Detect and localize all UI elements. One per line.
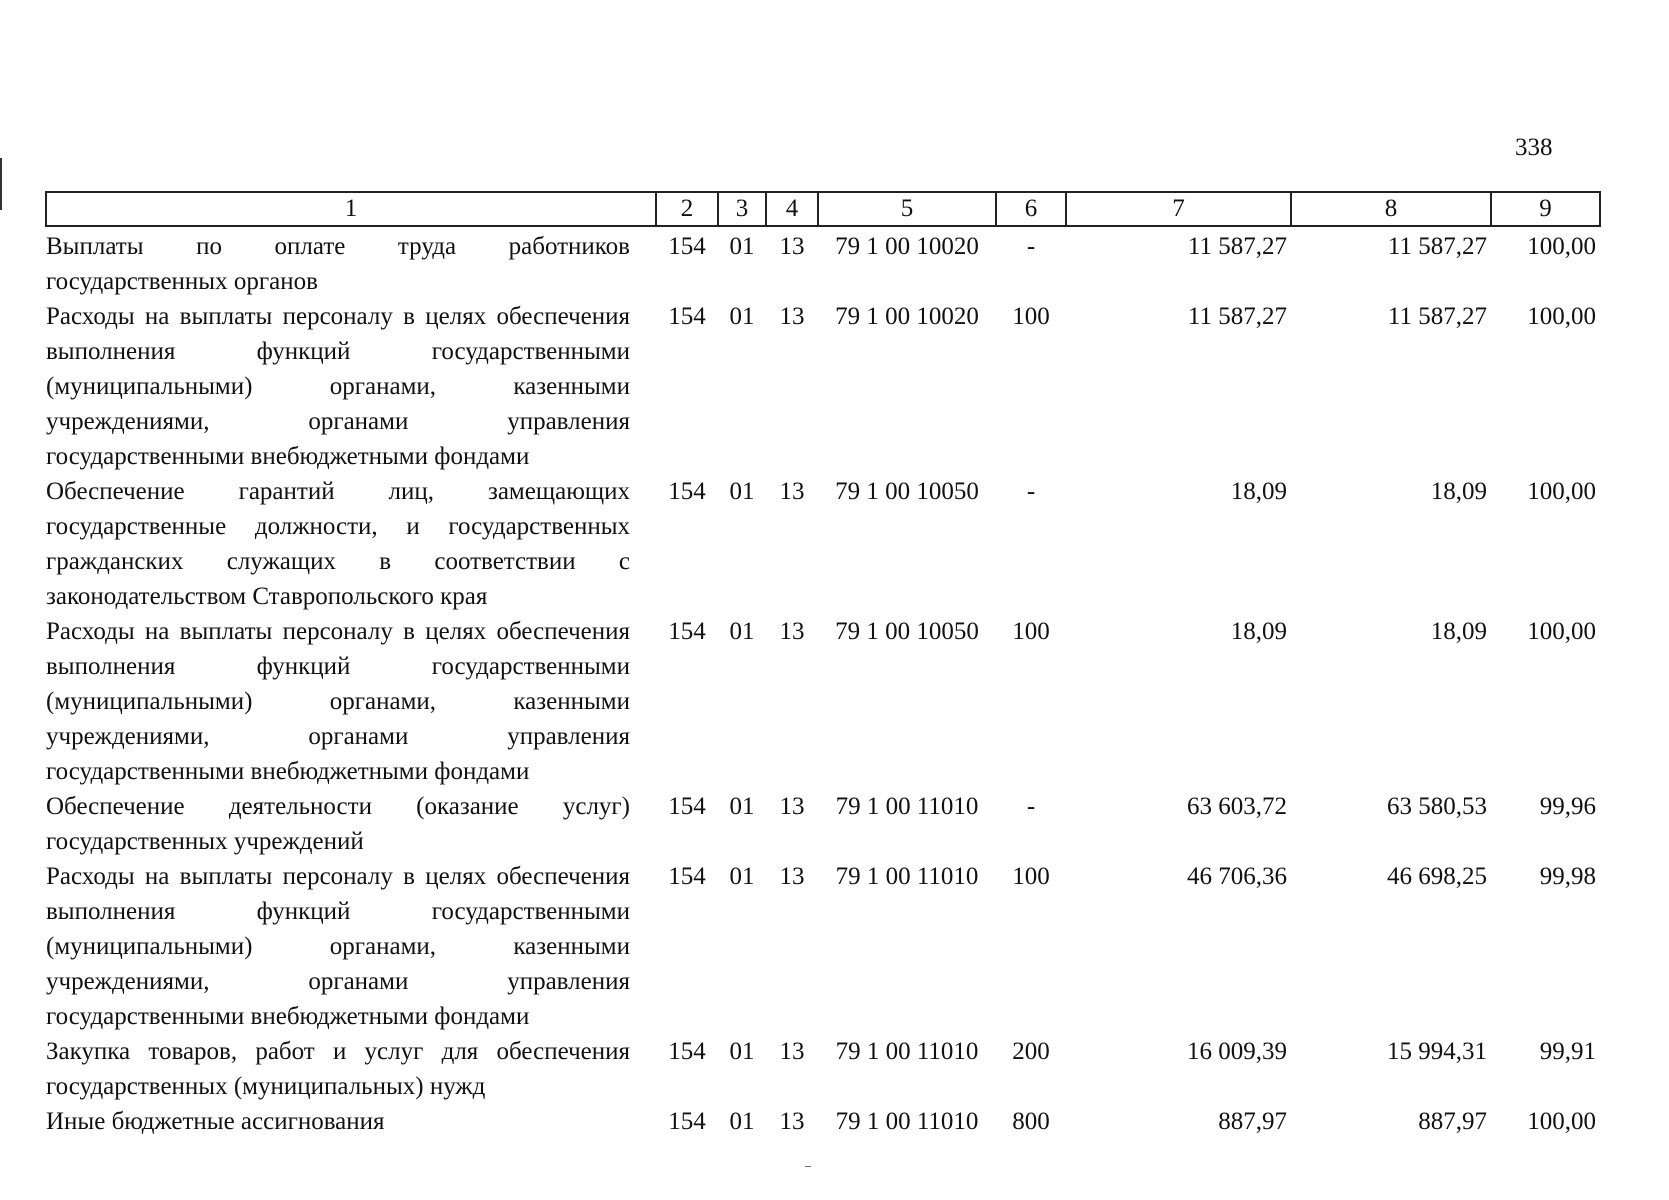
- row-col-5: 79 1 00 10020: [835, 233, 979, 260]
- row-col-7: 16 009,39: [1187, 1038, 1287, 1065]
- row-col-3: 01: [729, 793, 755, 820]
- row-col-6: 100: [1012, 303, 1050, 330]
- table-body: [46, 226, 1600, 1139]
- row-description: Обеспечение гарантий лиц, замещающих государственные должности, и государственных гражданских служащих в соответствии с законодательством Ставропольского края: [46, 478, 630, 610]
- row-col-9: 99,91: [1539, 1038, 1596, 1065]
- row-col-6: 100: [1012, 863, 1050, 890]
- header-col-1: 1: [46, 192, 656, 226]
- row-col-6: 200: [1012, 1038, 1050, 1065]
- header-col-9: 9: [1491, 192, 1600, 226]
- row-description: Иные бюджетные ассигнования: [46, 1108, 385, 1135]
- row-description: Расходы на выплаты персоналу в целях обеспечения выполнения функций государственными (муниципальными) органами, казенными учреждениями, органами управления государственными внебюджетными фондами: [46, 303, 630, 470]
- header-col-6: 6: [996, 192, 1066, 226]
- row-col-8: 18,09: [1430, 618, 1487, 645]
- row-col-4: 13: [779, 793, 805, 820]
- row-col-8: 11 587,27: [1387, 233, 1487, 260]
- row-col-7: 46 706,36: [1187, 863, 1287, 890]
- row-col-7: 11 587,27: [1187, 303, 1287, 330]
- header-col-3: 3: [718, 192, 766, 226]
- scan-speck: [805, 1166, 811, 1167]
- row-col-3: 01: [729, 478, 755, 505]
- row-col-2: 154: [668, 793, 706, 820]
- row-col-9: 100,00: [1527, 478, 1596, 505]
- row-col-9: 100,00: [1527, 1108, 1596, 1135]
- row-col-2: 154: [668, 618, 706, 645]
- row-col-5: 79 1 00 10020: [835, 303, 979, 330]
- row-description: Расходы на выплаты персоналу в целях обеспечения выполнения функций государственными (муниципальными) органами, казенными учреждениями, органами управления государственными внебюджетными фондами: [46, 618, 630, 785]
- table-row: [46, 226, 1600, 299]
- row-col-8: 15 994,31: [1387, 1038, 1487, 1065]
- row-col-9: 99,96: [1539, 793, 1596, 820]
- row-col-4: 13: [779, 233, 805, 260]
- row-col-3: 01: [729, 1038, 755, 1065]
- row-col-2: 154: [668, 233, 706, 260]
- table-row: [46, 859, 1600, 1034]
- row-description: Выплаты по оплате труда работников государственных органов: [46, 233, 630, 295]
- row-col-5: 79 1 00 10050: [835, 618, 979, 645]
- row-col-5: 79 1 00 10050: [835, 478, 979, 505]
- header-col-5: 5: [818, 192, 996, 226]
- row-col-7: 18,09: [1230, 618, 1287, 645]
- row-description: Обеспечение деятельности (оказание услуг) государственных учреждений: [46, 793, 630, 855]
- row-col-8: 887,97: [1418, 1108, 1487, 1135]
- row-col-9: 100,00: [1527, 233, 1596, 260]
- row-col-5: 79 1 00 11010: [835, 1038, 979, 1065]
- row-col-6: -: [1026, 478, 1036, 505]
- row-col-3: 01: [729, 618, 755, 645]
- row-col-8: 46 698,25: [1387, 863, 1487, 890]
- table-row: [46, 614, 1600, 789]
- budget-table: [45, 191, 1601, 1139]
- row-col-5: 79 1 00 11010: [835, 793, 979, 820]
- row-col-4: 13: [779, 863, 805, 890]
- header-col-8: 8: [1291, 192, 1491, 226]
- header-col-2: 2: [656, 192, 718, 226]
- row-col-9: 100,00: [1527, 303, 1596, 330]
- row-col-7: 11 587,27: [1187, 233, 1287, 260]
- table-row: [46, 474, 1600, 614]
- table-header: [46, 192, 1600, 226]
- row-col-7: 887,97: [1218, 1108, 1287, 1135]
- row-col-2: 154: [668, 1038, 706, 1065]
- row-col-6: 100: [1012, 618, 1050, 645]
- row-col-4: 13: [779, 478, 805, 505]
- row-col-9: 99,98: [1539, 863, 1596, 890]
- row-description: Закупка товаров, работ и услуг для обеспечения государственных (муниципальных) нужд: [46, 1038, 630, 1100]
- row-col-3: 01: [729, 863, 755, 890]
- row-col-5: 79 1 00 11010: [835, 863, 979, 890]
- row-col-4: 13: [779, 1038, 805, 1065]
- row-col-8: 18,09: [1430, 478, 1487, 505]
- table-row: [46, 299, 1600, 474]
- row-col-8: 11 587,27: [1387, 303, 1487, 330]
- row-col-6: -: [1026, 233, 1036, 260]
- row-col-2: 154: [668, 303, 706, 330]
- table-row: [46, 1034, 1600, 1104]
- row-col-4: 13: [779, 1108, 805, 1135]
- row-col-3: 01: [729, 1108, 755, 1135]
- header-col-4: 4: [766, 192, 818, 226]
- page-number: 338: [1515, 134, 1553, 161]
- row-col-4: 13: [779, 618, 805, 645]
- table-row: [46, 1104, 1600, 1139]
- row-col-9: 100,00: [1527, 618, 1596, 645]
- row-col-2: 154: [668, 478, 706, 505]
- row-col-2: 154: [668, 1108, 706, 1135]
- header-col-7: 7: [1066, 192, 1291, 226]
- row-col-2: 154: [668, 863, 706, 890]
- row-col-3: 01: [729, 233, 755, 260]
- row-col-6: 800: [1012, 1108, 1050, 1135]
- row-col-7: 18,09: [1230, 478, 1287, 505]
- row-col-5: 79 1 00 11010: [835, 1108, 979, 1135]
- table-row: [46, 789, 1600, 859]
- row-col-6: -: [1026, 793, 1036, 820]
- row-description: Расходы на выплаты персоналу в целях обеспечения выполнения функций государственными (муниципальными) органами, казенными учреждениями, органами управления государственными внебюджетными фондами: [46, 863, 630, 1030]
- row-col-7: 63 603,72: [1187, 793, 1287, 820]
- row-col-4: 13: [779, 303, 805, 330]
- margin-mark: [0, 158, 2, 210]
- row-col-8: 63 580,53: [1387, 793, 1487, 820]
- header-row: [46, 192, 1600, 226]
- row-col-3: 01: [729, 303, 755, 330]
